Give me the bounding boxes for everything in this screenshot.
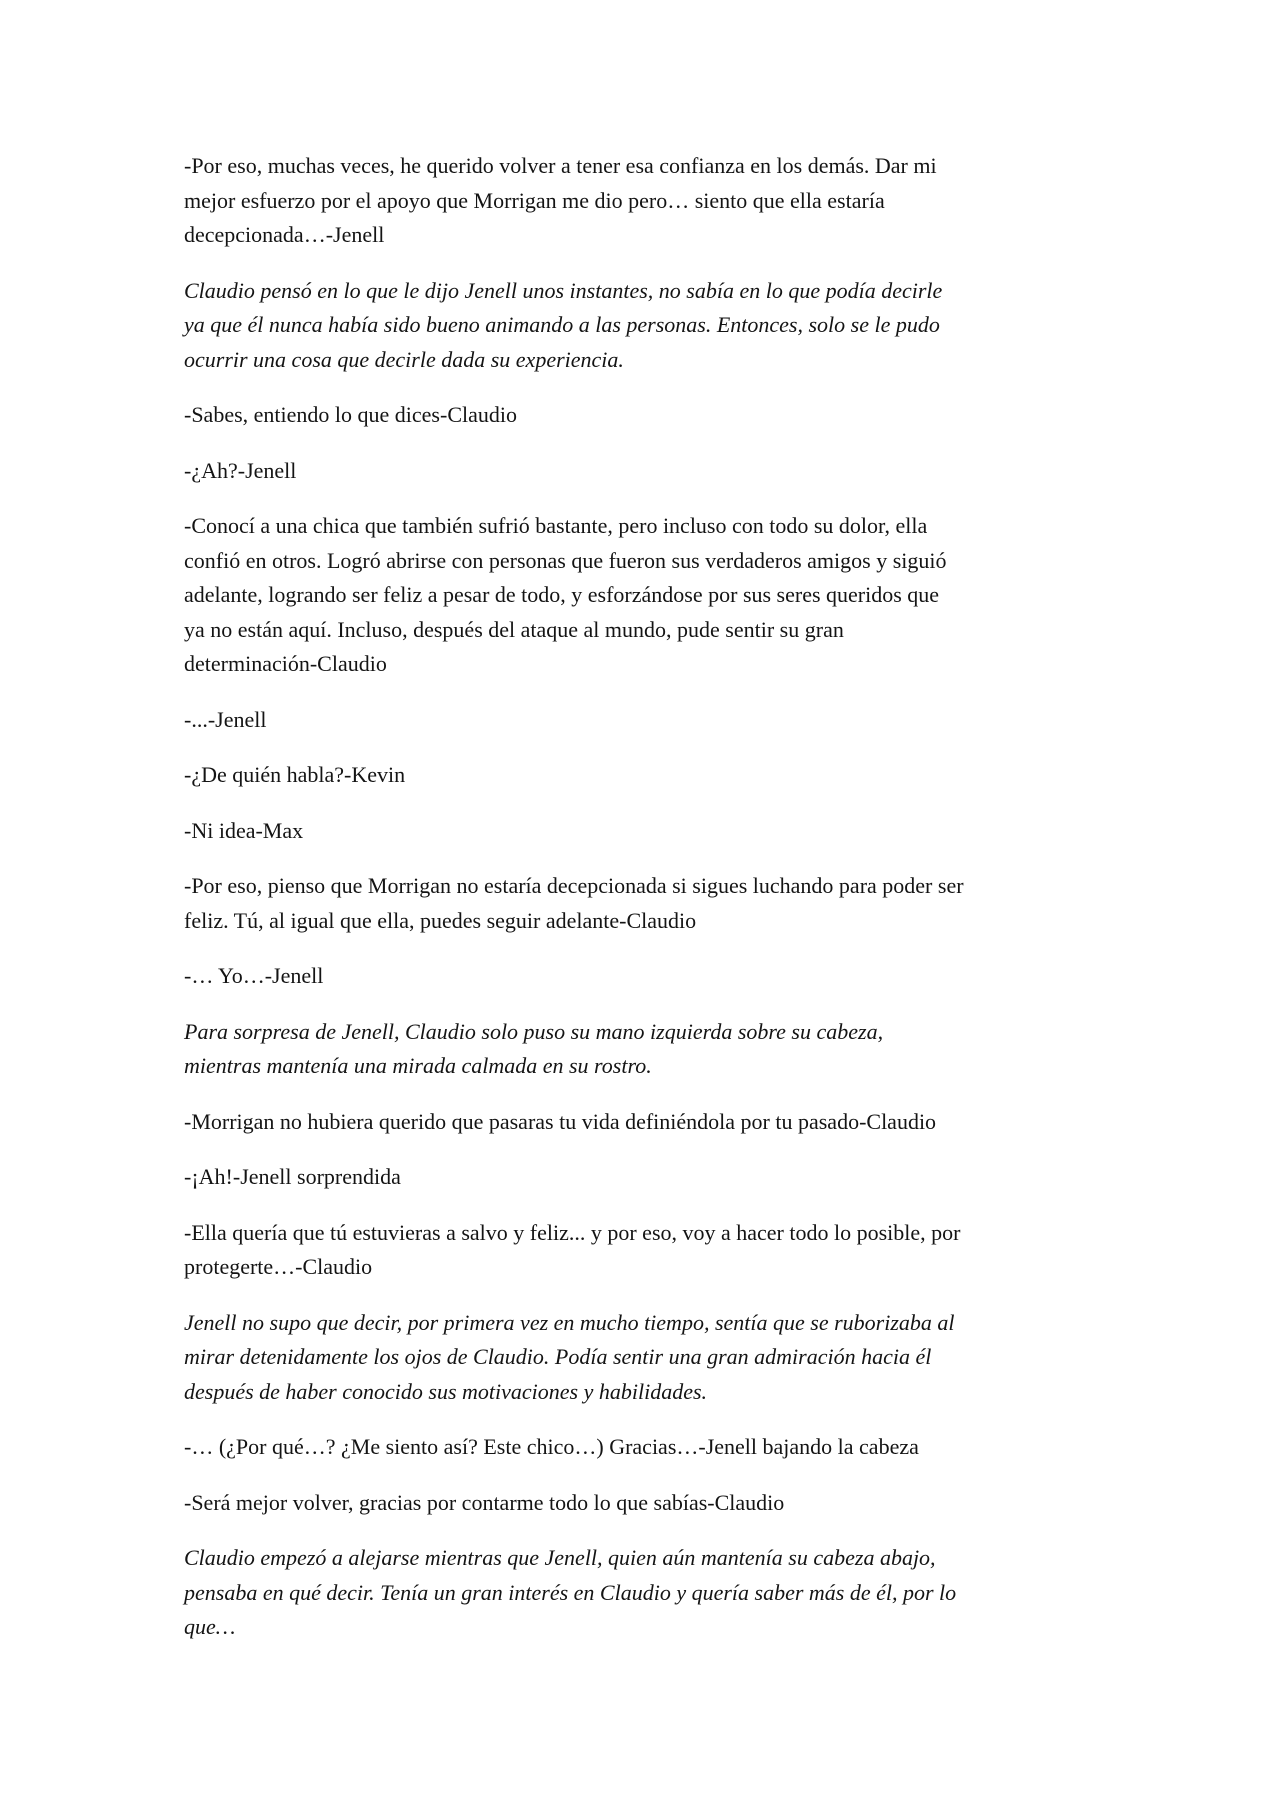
dialogue-paragraph (184, 703, 1114, 738)
narration-paragraph (184, 274, 1114, 378)
text-line: -Conocí a una chica que también sufrió bastante, pero incluso con todo su dolor, ella (184, 513, 928, 538)
text-line: mientras mantenía una mirada calmada en su rostro. (184, 1053, 652, 1078)
text-line: -Ella quería que tú estuvieras a salvo y feliz... y por eso, voy a hacer todo lo posible, por (184, 1219, 961, 1245)
text-line: adelante, logrando ser feliz a pesar de todo, y esforzándose por sus seres queridos que (184, 582, 940, 607)
text-line: -¡Ah!-Jenell sorprendida (184, 1164, 401, 1189)
text-line: -Por eso, pienso que Morrigan no estaría decepcionada si sigues luchando para poder ser (184, 873, 964, 898)
text-line: mirar detenidamente los ojos de Claudio. Podía sentir una gran admiración hacia él (184, 1344, 932, 1369)
text-line: -Sabes, entiendo lo que dices-Claudio (184, 402, 517, 427)
text-line: mejor esfuerzo por el apoyo que Morrigan me dio pero… siento que ella estaría (184, 187, 885, 213)
text-line: -Morrigan no hubiera querido que pasaras tu vida definiéndola por tu pasado-Claudio (184, 1108, 937, 1134)
text-line: -¿De quién habla?-Kevin (184, 762, 406, 787)
text-line: ya que él nunca había sido bueno animando a las personas. Entonces, solo se le pudo (184, 312, 940, 337)
dialogue-paragraph (184, 454, 1114, 489)
dialogue-paragraph (184, 149, 1114, 253)
dialogue-paragraph (184, 814, 1114, 849)
text-line: pensaba en qué decir. Tenía un gran interés en Claudio y quería saber más de él, por lo (184, 1579, 957, 1605)
dialogue-paragraph (184, 1216, 1114, 1285)
text-line: determinación-Claudio (184, 651, 387, 676)
text-line: ya no están aquí. Incluso, después del ataque al mundo, pude sentir su gran (184, 616, 844, 642)
document-body (184, 149, 1114, 1666)
dialogue-paragraph (184, 398, 1114, 433)
text-line: después de haber conocido sus motivaciones y habilidades. (184, 1378, 708, 1404)
text-line: ocurrir una cosa que decirle dada su experiencia. (184, 346, 624, 372)
text-line: que… (184, 1614, 236, 1639)
text-line: -… Yo…-Jenell (184, 963, 324, 988)
dialogue-paragraph (184, 1430, 1114, 1465)
dialogue-paragraph (184, 1160, 1114, 1195)
text-line: Claudio empezó a alejarse mientras que Jenell, quien aún mantenía su cabeza abajo, (184, 1545, 936, 1570)
text-line: Jenell no supo que decir, por primera vez en mucho tiempo, sentía que se ruborizaba al (184, 1309, 955, 1335)
text-line: decepcionada…-Jenell (184, 222, 385, 247)
narration-paragraph (184, 1541, 1114, 1645)
text-line: -...-Jenell (184, 706, 267, 732)
dialogue-paragraph (184, 1105, 1114, 1140)
dialogue-paragraph (184, 1486, 1114, 1521)
dialogue-paragraph (184, 869, 1114, 938)
text-line: -… (¿Por qué…? ¿Me siento así? Este chico…) Gracias…-Jenell bajando la cabeza (184, 1434, 919, 1459)
narration-paragraph (184, 1015, 1114, 1084)
dialogue-paragraph (184, 758, 1114, 793)
text-line: -Por eso, muchas veces, he querido volver a tener esa confianza en los demás. Dar mi (184, 153, 937, 178)
text-line: -¿Ah?-Jenell (184, 457, 297, 483)
text-line: protegerte…-Claudio (184, 1254, 373, 1279)
dialogue-paragraph (184, 509, 1114, 682)
text-line: Para sorpresa de Jenell, Claudio solo puso su mano izquierda sobre su cabeza, (184, 1018, 884, 1044)
text-line: confió en otros. Logró abrirse con personas que fueron sus verdaderos amigos y siguió (184, 547, 947, 573)
text-line: feliz. Tú, al igual que ella, puedes seguir adelante-Claudio (184, 907, 697, 933)
narration-paragraph (184, 1306, 1114, 1410)
dialogue-paragraph (184, 959, 1114, 994)
text-line: -Ni idea-Max (184, 817, 304, 843)
text-line: -Será mejor volver, gracias por contarme todo lo que sabías-Claudio (184, 1489, 785, 1515)
text-line: Claudio pensó en lo que le dijo Jenell unos instantes, no sabía en lo que podía decirle (184, 277, 943, 303)
